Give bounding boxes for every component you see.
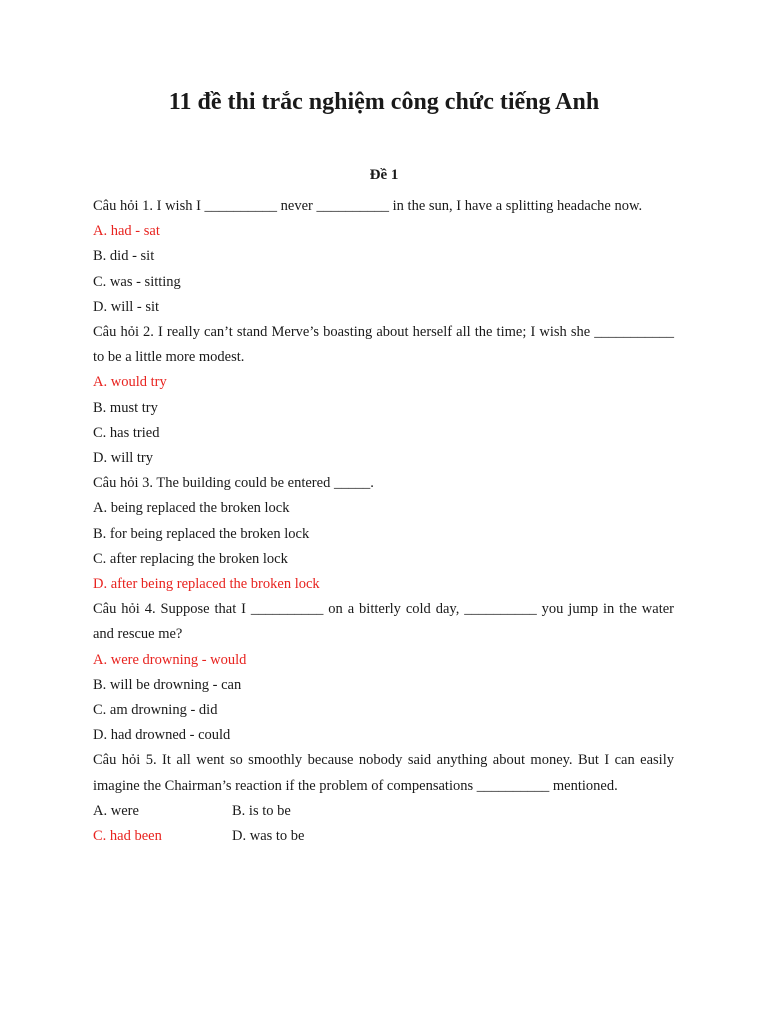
question-4-option-d: D. had drowned - could — [93, 727, 231, 744]
question-list — [93, 194, 674, 849]
question-3-option-d: D. after being replaced the broken lock — [93, 576, 320, 593]
question-3-text: Câu hỏi 3. The building could be entered _____. — [93, 475, 374, 492]
question-5-options-row-2 — [93, 824, 674, 849]
question-1-text: Câu hỏi 1. I wish I __________ never __________ in the sun, I have a splitting headache now. — [93, 198, 643, 214]
question-1-option-c: C. was - sitting — [93, 273, 181, 290]
question-1-option-a: A. had - sat — [93, 223, 160, 240]
question-2-option-a: A. would try — [93, 374, 167, 391]
question-3-option-c: C. after replacing the broken lock — [93, 550, 288, 567]
question-3-option-b: B. for being replaced the broken lock — [93, 525, 310, 542]
question-5-option-d: D. was to be — [232, 828, 305, 845]
question-5-option-b: B. is to be — [232, 802, 291, 819]
question-2-option-c: C. has tried — [93, 424, 160, 441]
document-title: 11 đề thi trắc nghiệm công chức tiếng Anh — [168, 89, 600, 115]
section-title: Đề 1 — [369, 167, 399, 183]
question-5-option-a: A. were — [93, 802, 139, 819]
question-5-option-c: C. had been — [93, 828, 162, 845]
question-5-options-row-1 — [93, 799, 674, 824]
question-2-option-b: B. must try — [93, 399, 158, 416]
question-2-text: Câu hỏi 2. I really can’t stand Merve’s boasting about herself all the time; I wish she ___________ to be a little more modest. — [93, 324, 674, 366]
question-2-option-d: D. will try — [93, 450, 154, 467]
question-1-option-d: D. will - sit — [93, 298, 160, 315]
question-4-option-c: C. am drowning - did — [93, 702, 218, 719]
question-4-option-b: B. will be drowning - can — [93, 676, 242, 693]
question-4-text: Câu hỏi 4. Suppose that I __________ on a bitterly cold day, __________ you jump in the water and rescue me? — [93, 601, 674, 643]
question-3-option-a: A. being replaced the broken lock — [93, 500, 290, 517]
question-4-option-a: A. were drowning - would — [93, 651, 247, 668]
question-1-option-b: B. did - sit — [93, 248, 155, 265]
question-5-text: Câu hỏi 5. It all went so smoothly because nobody said anything about money. But I can easily imagine the Chairman’s reaction if the problem of compensations __________ mentioned. — [93, 752, 674, 794]
